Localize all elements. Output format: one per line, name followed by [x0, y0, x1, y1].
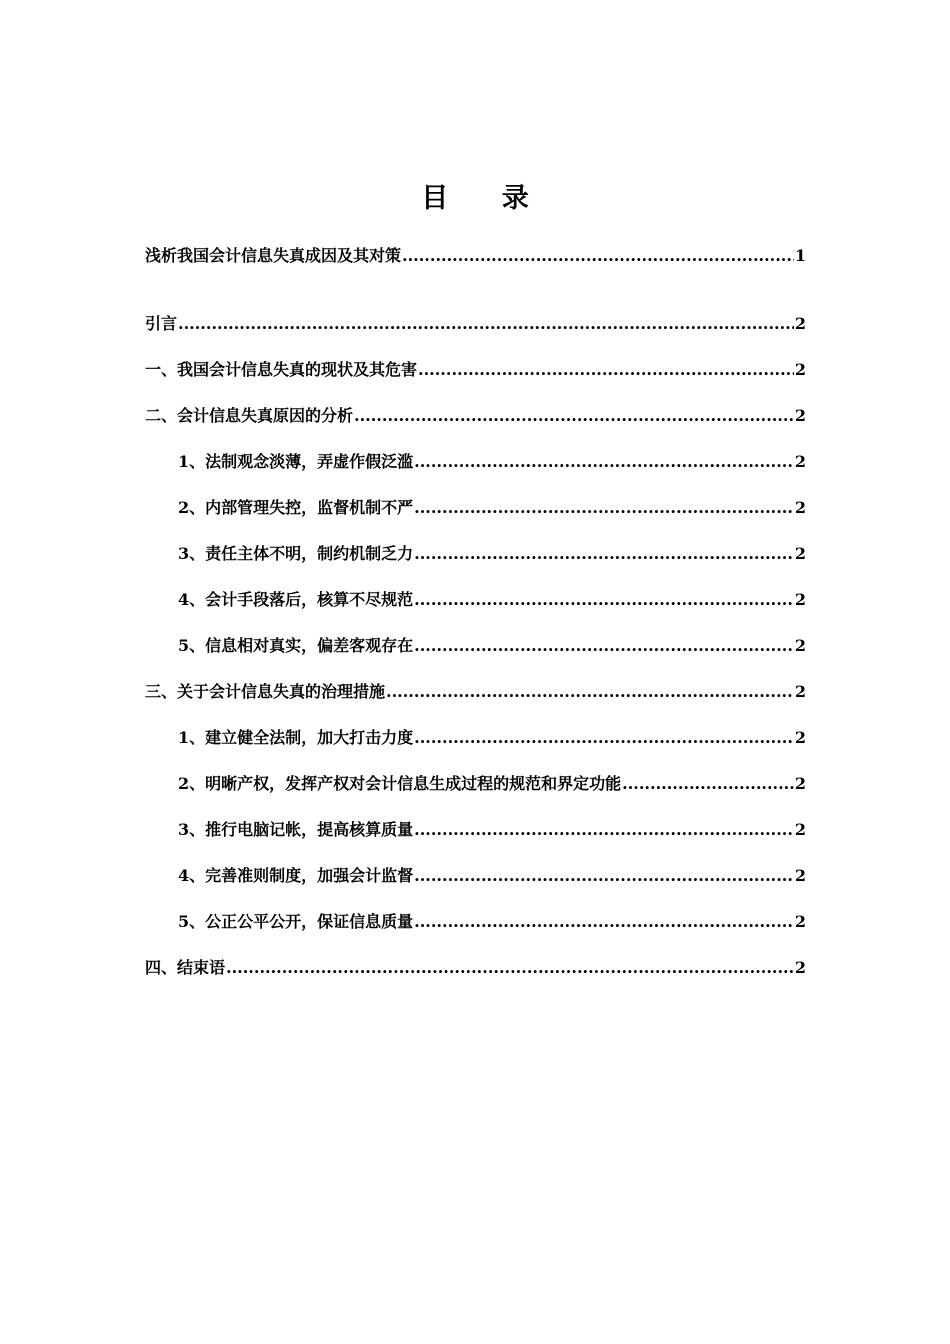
- dot-leader: [414, 866, 794, 886]
- toc-entry-text: 4、会计手段落后，核算不尽规范: [178, 590, 414, 609]
- toc-entry-text: 一、我国会计信息失真的现状及其危害: [145, 360, 418, 379]
- toc-entry-section-3-3[interactable]: [178, 814, 806, 840]
- dot-leader: [178, 314, 794, 334]
- toc-entry-section-3-2[interactable]: [178, 768, 806, 794]
- toc-entry-section-2-4[interactable]: [178, 584, 806, 610]
- dot-leader: [414, 452, 794, 472]
- toc-page-number: 2: [794, 958, 806, 977]
- dot-leader: [414, 498, 794, 518]
- toc-page-number: 2: [794, 912, 806, 931]
- toc-page-number: 2: [794, 498, 806, 517]
- toc-entry-text: 1、建立健全法制，加大打击力度: [178, 728, 414, 747]
- dot-leader: [414, 544, 794, 564]
- toc-page-number: 2: [794, 314, 806, 333]
- toc-entry-text: 三、关于会计信息失真的治理措施: [145, 682, 386, 701]
- dot-leader: [402, 246, 794, 266]
- dot-leader: [226, 958, 794, 978]
- toc-entry-section-3-4[interactable]: [178, 860, 806, 886]
- dot-leader: [414, 912, 794, 932]
- dot-leader: [414, 590, 794, 610]
- toc-page-number: 2: [794, 452, 806, 471]
- toc-page-number: 2: [794, 820, 806, 839]
- toc-entry-title[interactable]: [145, 240, 806, 266]
- toc-entry-text: 2、明晰产权，发挥产权对会计信息生成过程的规范和界定功能: [178, 774, 622, 793]
- toc-entry-section-3[interactable]: [145, 676, 806, 702]
- toc-entry-section-4[interactable]: [145, 952, 806, 978]
- toc-entry-section-2-5[interactable]: [178, 630, 806, 656]
- toc-entry-text: 2、内部管理失控，监督机制不严: [178, 498, 414, 517]
- toc-entry-section-3-1[interactable]: [178, 722, 806, 748]
- toc-page-number: 2: [794, 360, 806, 379]
- toc-entry-text: 5、信息相对真实，偏差客观存在: [178, 636, 414, 655]
- toc-entry-section-2[interactable]: [145, 400, 806, 426]
- toc-entry-section-3-5[interactable]: [178, 906, 806, 932]
- toc-entry-text: 3、推行电脑记帐，提高核算质量: [178, 820, 414, 839]
- toc-entry-text: 3、责任主体不明，制约机制乏力: [178, 544, 414, 563]
- dot-leader: [354, 406, 794, 426]
- toc-page-number: 2: [794, 866, 806, 885]
- toc-page-number: 2: [794, 774, 806, 793]
- dot-leader: [414, 636, 794, 656]
- toc-entry-text: 4、完善准则制度，加强会计监督: [178, 866, 414, 885]
- toc-title: 目 录: [421, 183, 551, 214]
- toc-page-number: 2: [794, 636, 806, 655]
- toc-entry-introduction[interactable]: [145, 308, 806, 334]
- dot-leader: [622, 774, 794, 794]
- dot-leader: [414, 728, 794, 748]
- toc-entry-text: 5、公正公平公开，保证信息质量: [178, 912, 414, 931]
- toc-entry-text: 引言: [145, 314, 178, 333]
- dot-leader: [414, 820, 794, 840]
- toc-entry-section-1[interactable]: [145, 354, 806, 380]
- toc-entry-text: 四、结束语: [145, 958, 226, 977]
- toc-page-number: 2: [794, 406, 806, 425]
- toc-page-number: 2: [794, 682, 806, 701]
- toc-page-number: 1: [794, 246, 806, 265]
- toc-entry-text: 二、会计信息失真原因的分析: [145, 406, 354, 425]
- toc-entry-text: 浅析我国会计信息失真成因及其对策: [145, 246, 402, 265]
- dot-leader: [418, 360, 794, 380]
- toc-entry-section-2-1[interactable]: [178, 446, 806, 472]
- toc-entry-section-2-2[interactable]: [178, 492, 806, 518]
- toc-entry-section-2-3[interactable]: [178, 538, 806, 564]
- toc-page-number: 2: [794, 728, 806, 747]
- toc-entry-text: 1、法制观念淡薄，弄虚作假泛滥: [178, 452, 414, 471]
- toc-page-number: 2: [794, 590, 806, 609]
- dot-leader: [386, 682, 794, 702]
- toc-page-number: 2: [794, 544, 806, 563]
